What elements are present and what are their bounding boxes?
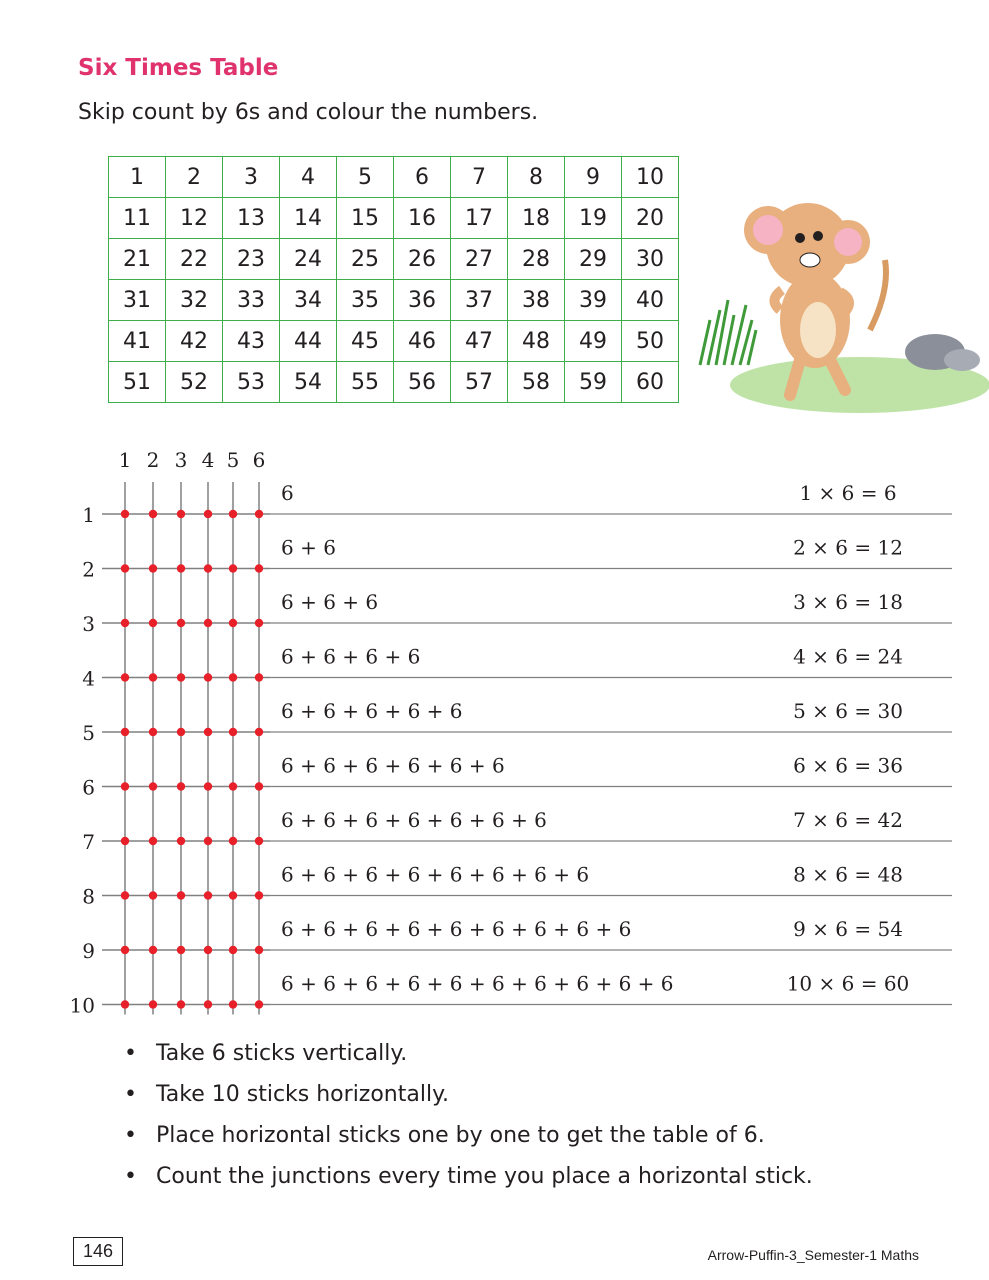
- book-footer: Arrow-Puffin-3_Semester-1 Maths: [707, 1247, 919, 1263]
- number-grid: [108, 156, 679, 403]
- junction-dot: [149, 1000, 157, 1008]
- grid-cell[interactable]: 13: [223, 198, 280, 239]
- repeated-addition: 6 + 6 + 6: [281, 590, 379, 614]
- list-item: • Count the junctions every time you place a horizontal stick.: [120, 1159, 813, 1200]
- grid-cell[interactable]: 53: [223, 362, 280, 403]
- junction-dot: [204, 1000, 212, 1008]
- junction-dot: [229, 837, 237, 845]
- row-label: 6: [82, 775, 95, 800]
- junction-dot: [149, 782, 157, 790]
- grid-cell[interactable]: 51: [109, 362, 166, 403]
- grid-cell[interactable]: 34: [280, 280, 337, 321]
- repeated-addition: 6 + 6 + 6 + 6 + 6 + 6 + 6: [281, 808, 547, 832]
- grid-cell[interactable]: 43: [223, 321, 280, 362]
- grid-cell[interactable]: 29: [565, 239, 622, 280]
- page-title: Six Times Table: [78, 55, 279, 81]
- junction-dot: [255, 619, 263, 627]
- repeated-addition: 6 + 6 + 6 + 6: [281, 644, 421, 669]
- grid-row: [109, 321, 679, 362]
- grid-cell[interactable]: 47: [451, 321, 508, 362]
- multiplication-fact: 1 × 6 = 6: [799, 481, 897, 505]
- grid-cell[interactable]: 39: [565, 280, 622, 321]
- row-label: 3: [82, 612, 95, 636]
- junction-dot: [177, 564, 185, 572]
- grid-cell[interactable]: 46: [394, 321, 451, 362]
- junction-dot: [204, 673, 212, 681]
- junction-dot: [177, 1000, 185, 1008]
- repeated-addition: 6 + 6 + 6 + 6 + 6 + 6: [281, 753, 505, 778]
- grid-cell[interactable]: 59: [565, 362, 622, 403]
- repeated-addition: 6: [281, 481, 294, 505]
- grid-cell[interactable]: 21: [109, 239, 166, 280]
- grid-row: [109, 239, 679, 280]
- grid-cell[interactable]: 52: [166, 362, 223, 403]
- junction-dot: [121, 619, 129, 627]
- grid-cell[interactable]: 31: [109, 280, 166, 321]
- grid-cell[interactable]: 9: [565, 157, 622, 198]
- junction-dot: [229, 673, 237, 681]
- grid-cell[interactable]: 18: [508, 198, 565, 239]
- grid-cell[interactable]: 56: [394, 362, 451, 403]
- junction-dot: [121, 837, 129, 845]
- junction-dot: [177, 510, 185, 518]
- repeated-addition: 6 + 6 + 6 + 6 + 6 + 6 + 6 + 6 + 6: [281, 917, 632, 941]
- grid-cell[interactable]: 7: [451, 157, 508, 198]
- junction-dot: [255, 510, 263, 518]
- junction-dot: [149, 946, 157, 954]
- vertical-stick-label: 4: [201, 448, 215, 472]
- grid-row: [109, 198, 679, 239]
- junction-dot: [204, 564, 212, 572]
- grid-cell[interactable]: 32: [166, 280, 223, 321]
- grid-cell[interactable]: 30: [622, 239, 679, 280]
- junction-dot: [149, 619, 157, 627]
- grid-cell[interactable]: 54: [280, 362, 337, 403]
- junction-dot: [149, 673, 157, 681]
- row-label: 10: [69, 993, 95, 1018]
- junction-dot: [121, 891, 129, 899]
- grid-cell[interactable]: 27: [451, 239, 508, 280]
- grid-cell[interactable]: 24: [280, 239, 337, 280]
- grid-cell[interactable]: 20: [622, 198, 679, 239]
- grid-cell[interactable]: 38: [508, 280, 565, 321]
- grid-cell[interactable]: 6: [394, 157, 451, 198]
- grid-row: [109, 362, 679, 403]
- junction-dot: [255, 837, 263, 845]
- row-label: 8: [82, 884, 95, 909]
- junction-dot: [149, 891, 157, 899]
- junction-dot: [177, 619, 185, 627]
- grid-cell[interactable]: 3: [223, 157, 280, 198]
- grid-cell[interactable]: 41: [109, 321, 166, 362]
- mouse-illustration: [690, 180, 989, 425]
- junction-dot: [229, 782, 237, 790]
- list-item: • Take 10 sticks horizontally.: [120, 1077, 813, 1118]
- junction-dot: [204, 728, 212, 736]
- junction-dot: [255, 891, 263, 899]
- junction-dot: [121, 1000, 129, 1008]
- junction-dot: [255, 946, 263, 954]
- junction-dot: [177, 728, 185, 736]
- grid-cell[interactable]: 60: [622, 362, 679, 403]
- repeated-addition: 6 + 6 + 6 + 6 + 6 + 6 + 6 + 6: [281, 862, 590, 887]
- junction-dot: [229, 510, 237, 518]
- junction-dot: [149, 837, 157, 845]
- junction-dot: [121, 673, 129, 681]
- grid-cell[interactable]: 35: [337, 280, 394, 321]
- grid-cell[interactable]: 17: [451, 198, 508, 239]
- multiplication-fact: 6 × 6 = 36: [793, 753, 903, 778]
- grid-cell[interactable]: 26: [394, 239, 451, 280]
- junction-dot: [229, 891, 237, 899]
- junction-dot: [177, 782, 185, 790]
- junction-dot: [177, 946, 185, 954]
- grid-cell[interactable]: 4: [280, 157, 337, 198]
- row-label: 5: [82, 721, 95, 745]
- junction-dot: [121, 510, 129, 518]
- grid-cell[interactable]: 48: [508, 321, 565, 362]
- grid-cell[interactable]: 36: [394, 280, 451, 321]
- junction-dot: [229, 564, 237, 572]
- grid-cell[interactable]: 15: [337, 198, 394, 239]
- row-label: 9: [82, 939, 95, 963]
- multiplication-fact: 2 × 6 = 12: [793, 535, 903, 560]
- page-number: 146: [73, 1237, 123, 1266]
- grid-cell[interactable]: 28: [508, 239, 565, 280]
- multiplication-fact: 7 × 6 = 42: [793, 808, 903, 832]
- instruction-text: Skip count by 6s and colour the numbers.: [78, 100, 539, 125]
- junction-dot: [229, 1000, 237, 1008]
- junction-dot: [121, 946, 129, 954]
- grid-cell[interactable]: 49: [565, 321, 622, 362]
- junction-dot: [204, 891, 212, 899]
- grid-cell[interactable]: 57: [451, 362, 508, 403]
- grid-cell[interactable]: 16: [394, 198, 451, 239]
- grid-cell[interactable]: 19: [565, 198, 622, 239]
- grid-cell[interactable]: 33: [223, 280, 280, 321]
- junction-dot: [121, 564, 129, 572]
- junction-dot: [229, 946, 237, 954]
- grid-cell[interactable]: 40: [622, 280, 679, 321]
- multiplication-fact: 3 × 6 = 18: [793, 590, 903, 614]
- grid-cell[interactable]: 23: [223, 239, 280, 280]
- multiplication-fact: 8 × 6 = 48: [793, 862, 903, 887]
- row-label: 1: [82, 503, 95, 527]
- repeated-addition: 6 + 6: [281, 535, 336, 560]
- grid-row: [109, 280, 679, 321]
- grid-cell[interactable]: 14: [280, 198, 337, 239]
- junction-dot: [149, 728, 157, 736]
- junction-dot: [177, 891, 185, 899]
- junction-dot: [255, 782, 263, 790]
- junction-dot: [204, 946, 212, 954]
- junction-dot: [177, 673, 185, 681]
- junction-dot: [229, 619, 237, 627]
- junction-dot: [204, 510, 212, 518]
- grid-cell[interactable]: 44: [280, 321, 337, 362]
- grid-cell[interactable]: 58: [508, 362, 565, 403]
- grid-cell[interactable]: 42: [166, 321, 223, 362]
- list-item: • Place horizontal sticks one by one to get the table of 6.: [120, 1118, 813, 1159]
- junction-dot: [255, 564, 263, 572]
- junction-dot: [229, 728, 237, 736]
- vertical-stick-label: 2: [146, 448, 160, 472]
- junction-dot: [204, 782, 212, 790]
- junction-dot: [204, 619, 212, 627]
- vertical-stick-label: 1: [118, 448, 132, 472]
- grid-cell[interactable]: 25: [337, 239, 394, 280]
- junction-dot: [177, 837, 185, 845]
- grid-cell[interactable]: 12: [166, 198, 223, 239]
- repeated-addition: 6 + 6 + 6 + 6 + 6: [281, 699, 463, 723]
- row-label: 4: [82, 666, 95, 691]
- grid-cell[interactable]: 5: [337, 157, 394, 198]
- junction-dot: [121, 728, 129, 736]
- junction-dot: [204, 837, 212, 845]
- grid-cell[interactable]: 45: [337, 321, 394, 362]
- grid-cell[interactable]: 2: [166, 157, 223, 198]
- list-item: • Take 6 sticks vertically.: [120, 1036, 813, 1077]
- grid-cell[interactable]: 55: [337, 362, 394, 403]
- grid-cell[interactable]: 22: [166, 239, 223, 280]
- grid-cell[interactable]: 10: [622, 157, 679, 198]
- junction-dot: [121, 782, 129, 790]
- sticks-diagram: [0, 440, 989, 1030]
- vertical-stick-label: 5: [226, 448, 240, 472]
- vertical-stick-label: 3: [174, 448, 188, 472]
- multiplication-fact: 9 × 6 = 54: [793, 917, 903, 941]
- multiplication-fact: 4 × 6 = 24: [793, 644, 903, 669]
- row-label: 7: [82, 830, 95, 854]
- grid-cell[interactable]: 1: [109, 157, 166, 198]
- grid-cell[interactable]: 8: [508, 157, 565, 198]
- row-label: 2: [82, 557, 95, 582]
- grid-cell[interactable]: 50: [622, 321, 679, 362]
- multiplication-fact: 5 × 6 = 30: [793, 699, 903, 723]
- junction-dot: [255, 673, 263, 681]
- instruction-list: [120, 1036, 813, 1200]
- junction-dot: [149, 510, 157, 518]
- vertical-stick-label: 6: [252, 448, 266, 472]
- multiplication-fact: 10 × 6 = 60: [786, 971, 910, 996]
- junction-dot: [149, 564, 157, 572]
- junction-dot: [255, 1000, 263, 1008]
- grid-row: [109, 157, 679, 198]
- repeated-addition: 6 + 6 + 6 + 6 + 6 + 6 + 6 + 6 + 6 + 6: [281, 971, 674, 996]
- grid-cell[interactable]: 11: [109, 198, 166, 239]
- junction-dot: [255, 728, 263, 736]
- grid-cell[interactable]: 37: [451, 280, 508, 321]
